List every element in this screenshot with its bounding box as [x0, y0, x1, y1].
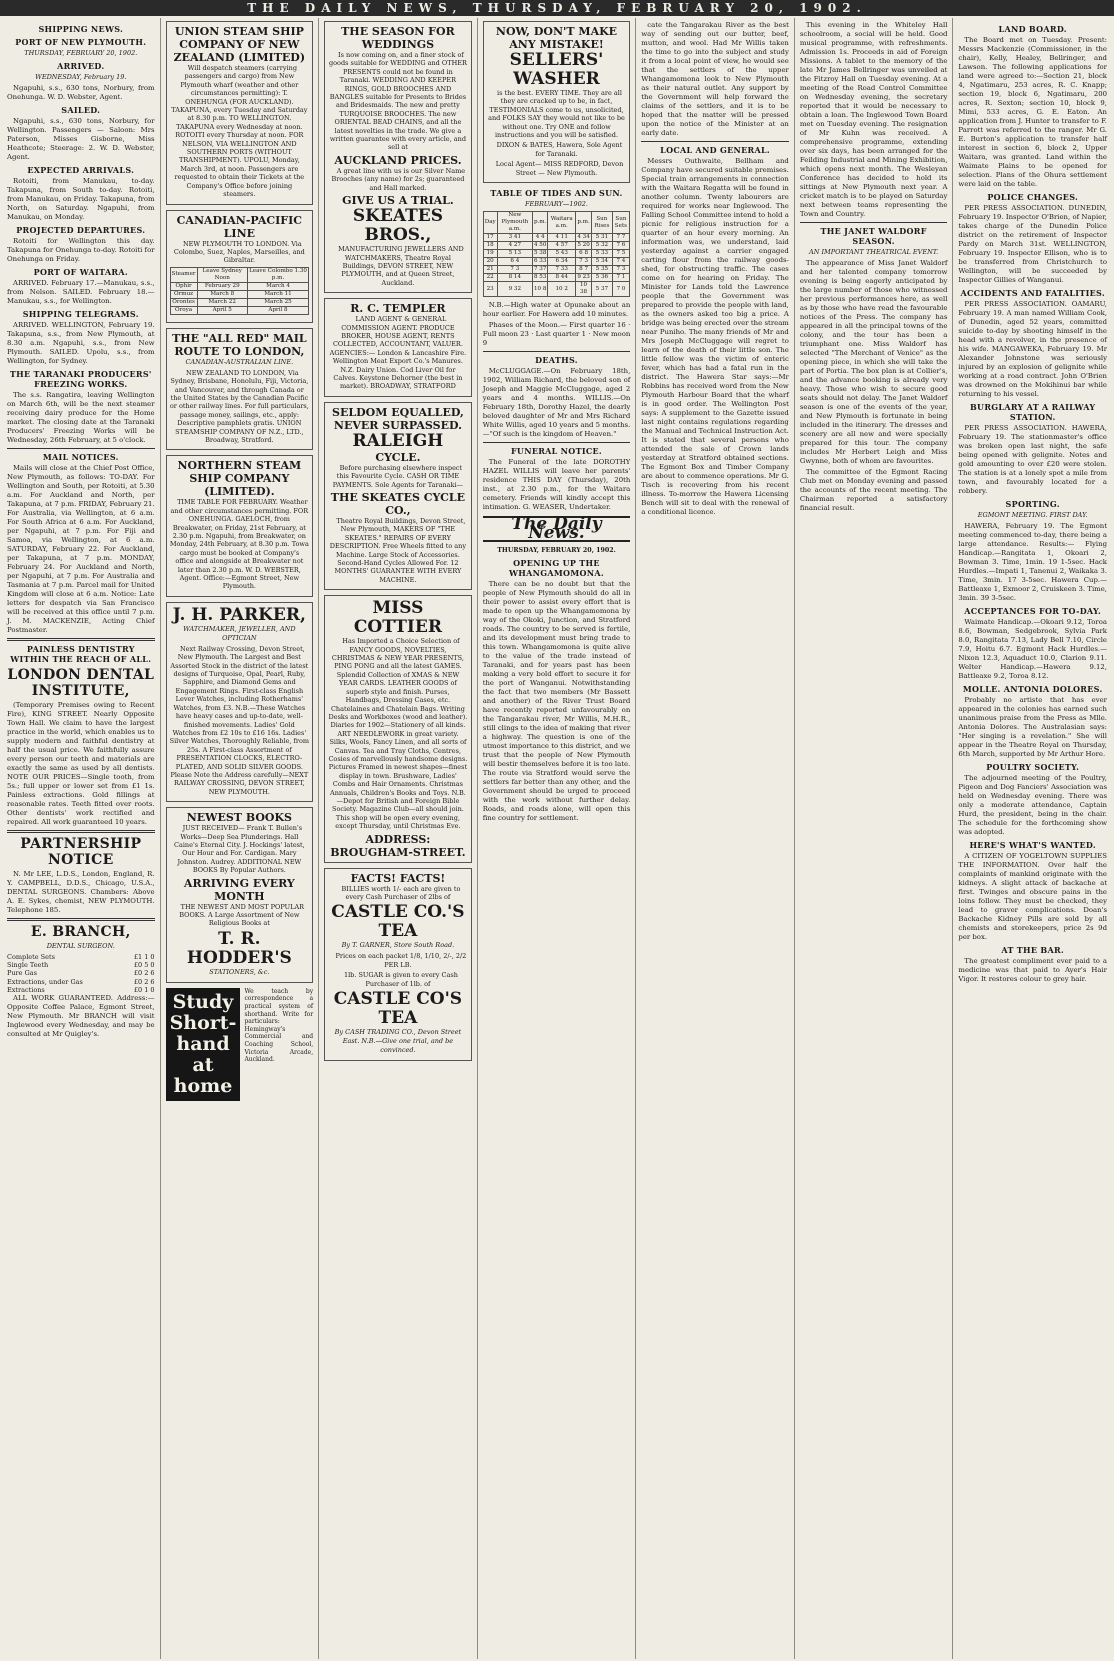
weddings-text: Is now coming on, and a finer stock of goods suitable for WEDDING and OTHER PRESENTS could not be found in Taranaki. WEDDING AND KEEPER RINGS, GOLD BROOCHES AND BANGLES suitable for Presents to Brides and Bridesmaids. The new and pretty TURQUOISE BROOCHES. The new ORIENTAL BEAD CHAINS, and all the latest novelties in the trade. We give a written guarantee with every article, and sell at	[328, 51, 467, 152]
branch-subheading: DENTAL SURGEON.	[46, 942, 115, 950]
expected-heading: EXPECTED ARRIVALS.	[27, 165, 135, 175]
hodder-subheading: STATIONERS, &c.	[209, 967, 270, 976]
tides-table	[483, 211, 631, 297]
molle-text: Probably no artiste that has ever appeared in the colonies has earned such unanimous praise from the Press as Mlle. Antonia Dolores. The Australasian says: "Her singing is a revelation." She will appear in the Theatre Royal on Thursday, 6th March, supported by Mr Arthur Hore.	[958, 696, 1107, 758]
column-3	[319, 18, 478, 1659]
waitara-heading: PORT OF WAITARA.	[33, 267, 128, 277]
books-ad	[166, 807, 314, 983]
land-board-heading: LAND BOARD.	[998, 24, 1067, 34]
parker-ad	[166, 602, 314, 802]
editorial-text: There can be no doubt but that the people of New Plymouth should do all in their power to assist every effort that is made to open up the Whangamomona by way of the Okoki, Junction, and Stratford roads. The country to be served is fertile, and its development must bring trade to this town. Whangamomona is quite alive to the value of the trade instead of Taranaki, and for years past has been making a very bold effort to secure it for the port of Wanganui. Notwithstanding the fact that two members (Mr Bassett and another) of the River Trust Board have recently reported unfavourably on the Tangarakau river, Mr Willis, M.H.R., still clings to the idea of making that river a highway. The question is one of the utmost importance to this district, and we trust that the people of New Plymouth will bestir themselves before it is too late. The route via Stratford would serve the settlers far better than any other, and the Government should be urged to proceed with the work without further delay. Roads, and roads alone, will open this fine country for settlement.	[482, 580, 631, 823]
table-row: 19 5 13 5 38 5 43 6 8 5 33 7 5	[483, 250, 630, 258]
hodder-heading: T. R. HODDER'S	[186, 928, 292, 968]
mistake-heading: NOW, DON'T MAKE ANY MISTAKE!	[495, 25, 618, 51]
raleigh-heading: RALEIGH	[352, 430, 444, 451]
sailed-text: Ngapuhi, s.s., 630 tons, Norbury, for Wellington. Passengers — Saloon: Mrs Paterson, Misses Gisborne, Miss Heathcote; Steerage: 2. W. D. Webster, Agent.	[7, 117, 155, 161]
price-row: Single Teeth £0 5 0	[7, 961, 155, 970]
column-6	[795, 18, 954, 1659]
waldorf-heading: THE JANET WALDORF SEASON.	[820, 226, 927, 246]
sailed-heading: SAILED.	[61, 105, 101, 115]
arriving-text: THE NEWEST AND MOST POPULAR BOOKS. A Large Assortment of New Religious Books at	[179, 902, 305, 928]
arrived-text: Ngapuhi, s.s., 630 tons, Norbury, from Onehunga. W. D. Webster, Agent.	[7, 84, 155, 101]
auckland-prices: AUCKLAND PRICES.	[334, 153, 462, 167]
northern-steamship-ad	[166, 455, 314, 596]
local-general-heading: LOCAL AND GENERAL.	[660, 145, 770, 155]
column-4	[478, 18, 637, 1659]
table-row: 18 4 27 4 50 4 57 5 20 5 32 7 6	[483, 242, 630, 250]
allred-text: NEW ZEALAND TO LONDON, Via Sydney, Brisbane, Honolulu, Fiji, Victoria, and Vancouver, and through Canada or the United States by the Canadian Pacific or other railway lines. For full particulars, passage money, sailings, etc., apply: Descriptive pamphlets gratis. UNION STEAMSHIP COMPANY OF N.Z., LTD., Broadway, Stratford.	[169, 368, 309, 444]
prices-line: Prices on each packet 1/8, 1/10, 2/-, 2/2 PER LB.	[335, 952, 467, 969]
union-steamship-ad	[166, 21, 314, 205]
divider	[483, 442, 631, 443]
projected-heading: PROJECTED DEPARTURES.	[16, 225, 146, 235]
table-row: Ormuz March 8 March 11	[170, 290, 309, 298]
table-row: 20 6 4 6 33 6 34 7 3 5 34 7 4	[483, 258, 630, 266]
burglary-heading: BURGLARY AT A RAILWAY STATION.	[969, 402, 1096, 422]
parker-heading: J. H. PARKER,	[172, 604, 306, 625]
column-7	[953, 18, 1112, 1659]
sailing-table	[170, 267, 310, 315]
table-row: 21 7 3 7 37 7 33 8 7 5 35 7 3	[483, 266, 630, 274]
table-row: Ophir February 29 March 4	[170, 282, 309, 290]
cottier-address: ADDRESS: BROUGHAM-STREET.	[330, 832, 466, 859]
table-row: Orontes March 22 March 25	[170, 298, 309, 306]
divider	[7, 918, 155, 921]
newspaper-page	[2, 18, 1112, 1659]
sellers-heading: SELLERS' WASHER	[509, 50, 604, 89]
union-text: Will despatch steamers (carrying passengers and cargo) from New Plymouth wharf (weather and other circumstances permitting): T. ONEHUNGA (FOR AUCKLAND). TAKAPUNA, every Tuesday and Saturday at 8.30 p.m. TO WELLINGTON. TAKAPUNA every Wednesday at noon. ROTOITI every Thursday at noon. FOR NELSON, VIA WELLINGTON AND SOUTHERN PORTS (WITHOUT TRANSHIPMENT). UPOLU, Monday, March 3rd, at noon. Passengers are requested to obtain their Tickets at the Company's Office before joining steamers.	[171, 64, 308, 199]
accidents-heading: ACCIDENTS AND FATALITIES.	[960, 288, 1105, 298]
northern-text: TIME TABLE FOR FEBRUARY. Weather and other circumstances permitting. FOR ONEHUNGA. GAELOCH, from Breakwater, on Friday, 21st February, at 2.30 p.m. Ngapuhi, from Breakwater, on Monday, 24th February, at 8.30 p.m. Towa cargo must be booked at Company's office and alongside at Breakwater not later than 2.30 p.m. W. D. WEBSTER, Agent. Office:—Egmont Street, New Plymouth.	[169, 498, 309, 591]
bar-text: The greatest compliment ever paid to a medicine was that paid to Ayer's Hair Vigor. It restores colour to grey hair.	[958, 957, 1107, 983]
branch-note: ALL WORK GUARANTEED. Address:—Opposite Coffee Palace, Egmont Street, New Plymouth. Mr BRANCH will visit Inglewood every Wednesday, and may be consulted at Mr Quigley's.	[7, 994, 155, 1039]
projected-text: Rotoiti for Wellington this day. Takapuna for Onehunga to-day. Rotoiti for Onehunga on Friday.	[7, 237, 155, 263]
skeates-text: MANUFACTURING JEWELLERS AND WATCHMAKERS, Theatre Royal Buildings, DEVON STREET, NEW PLYMOUTH, and at Queen Street, Auckland.	[338, 245, 464, 287]
seldom-heading: SELDOM EQUALLED, NEVER SURPASSED.	[332, 405, 464, 432]
expected-text: Rotoiti, from Manukau, to-day. Takapuna, from South to-day. Rotoiti, from Manukau, on Friday. Takapuna, from North, on Saturday. Ngapuhi, from Manukau, on Monday.	[7, 177, 155, 221]
tides-heading: TABLE OF TIDES AND SUN.	[490, 188, 623, 199]
dixon-text: DIXON & BATES, Hawera, Sole Agent for Taranaki.	[496, 141, 623, 158]
acceptances-text: Waimate Handicap.—Okoari 9.12, Toroa 8.6, Bowman, Sedgebrook, Sylvia Park 8.0, Rangitata 7.13, Lady Bell 7.10, Circle 7.9, Hoitu 6.7. Egmont Hack Hurdles.—Nixon 12.3, Aquaduct 10.0, Clarion 9.11. Welter Handicap.—Hawera 9.12, Battleaxe 9.2, Toroa 8.12.	[958, 618, 1107, 680]
all-red-ad	[166, 328, 314, 451]
producers-text: The s.s. Rangatira, leaving Wellington on March 6th, will be the next steamer receiving dairy produce for the Home market. The closing date at the Taranaki Producers' Freezing Works will be Wednesday, 26th February, at 5 o'clock.	[7, 391, 155, 444]
allred-heading: THE "ALL RED" MAIL ROUTE TO LONDON,	[172, 331, 307, 358]
trial-heading: GIVE US A TRIAL.	[342, 194, 454, 208]
moon-phases: Phases of the Moon.— First quarter 16 · Full moon 23 · Last quarter 1 · New moon 9	[482, 321, 631, 348]
skeates-cycle-heading: THE SKEATES CYCLE CO.,	[330, 491, 466, 517]
price-row: Complete Sets £1 1 0	[7, 953, 155, 961]
skeates-cycle-text: Theatre Royal Buildings, Devon Street, New Plymouth, MAKERS OF "THE SKEATES." REPAIRS OF EVERY DESCRIPTION. Free Wheels fitted to any Machine. Large Stock of Accessories. Second-Hand Cycles Allowed For. 12 MONTHS' GUARANTEE WITH EVERY MACHINE.	[329, 517, 467, 584]
masthead: THE DAILY NEWS, THURSDAY, FEBRUARY 20, 1902.	[0, 0, 1114, 16]
table-row: Oroya April 5 April 8	[170, 306, 309, 314]
books-heading: NEWEST BOOKS	[186, 811, 292, 825]
cottier-ad	[324, 595, 472, 862]
accidents-text: PER PRESS ASSOCIATION. OAMARU, February 19. A man named William Cook, of Dunedin, aged 52 years, committed suicide to-day by shooting himself in the head with a revolver, in the presence of his wife. MANGAWEKA, February 19. Mr Alexander Johnstone was seriously injured by an explosion of gelignite while working at a road contract. John O'Brien was drowned on the Mokihinui bar while returning to his vessel.	[958, 300, 1107, 398]
racing-club-text: The committee of the Egmont Racing Club met on Monday evening and passed the accounts of the recent meeting. The Chairman reported a satisfactory financial result.	[799, 468, 948, 512]
divider	[7, 638, 155, 641]
sporting-text: HAWERA, February 19. The Egmont meeting commenced to-day, there being a large attendance. Results:— Flying Handicap.—Rangitata 1, Okoari 2, Bowman 3. Time, 1min. 19 1-5sec. Hack Hurdles.—Impati 1, Tanenui 2, Waikaka 3. Time, 3min. 17 3-5sec. Hawera Cup.—Battleaxe 1, Exmoor 2, Cruiskeen 3. Time, 3min. 39 3-5sec.	[958, 522, 1107, 602]
divider	[641, 141, 789, 142]
sugar-text: 1lb. SUGAR is given to every Cash Purchaser of 1lb. of	[343, 971, 458, 988]
table-row: 23 9 32 10 8 10 2 10 38 5 37 7 0	[483, 282, 630, 297]
london-dental-text: (Temporary Premises owing to Recent Fire), KING STREET. Nearly Opposite Town Hall. We claim to have the largest practice in the world, which enables us to supply modern and faithful dentistry at half the usual price. We faithfully assure every person our teeth and materials are exactly the same as used by all dentists. NOTE OUR PRICES—Single tooth, from 5s.; full upper or lower set from £1 1s. Painless extractions. Gold fillings at reasonable rates. Teeth fitted over roots. Other dentists' work rectified and repaired. All work guaranteed 10 years.	[7, 701, 155, 826]
police-heading: POLICE CHANGES.	[987, 192, 1079, 202]
waldorf-text: The appearance of Miss Janet Waldorf and her talented company tomorrow evening is being eagerly anticipated by the large number of those who witnessed her previous performances here, as well as by those who have read the favourable notices of the Press. The company has appeared in all the principal towns of the colony, and the tour has been a triumphant one. Miss Waldorf has selected "The Merchant of Venice" as the opening piece, in which she will take the part of Portia. The box plan is at Collier's, and the advance booking is already very heavy. Those who wish to secure good seats should not delay. The Janet Waldorf season is one of the events of the year, and New Plymouth is fortunate in being included in the itinerary. The dresses and scenery are all new and were specially prepared for this tour. The company includes Mr Herbert Leigh and Miss Gwynne, both of whom are favourites.	[799, 259, 948, 465]
bar-heading: AT THE BAR.	[1001, 945, 1064, 955]
cottier-heading: MISS COTTIER	[353, 598, 442, 638]
templer-text: LAND AGENT & GENERAL COMMISSION AGENT. PRODUCE BROKER, HOUSE AGENT, RENTS COLLECTED, ACCOUNTANT, VALUER. AGENCIES:— London & Lancashire Fire. Wellington Meat Export Co.'s Manures. N.Z. Dairy Union. Cod Liver Oil for Calves. Keystone Dehorner (the best in market). BROADWAY, STRATFORD	[329, 315, 467, 391]
facts-text: BILLIES worth 1/- each are given to every Cash Purchaser of 2lbs of	[341, 884, 461, 901]
castle-subheading-2: By CASH TRADING CO., Devon Street East. N.B.—Give one trial, and be convinced.	[334, 1028, 462, 1055]
shorthand-text: We teach by correspondence a practical system of shorthand. Write for particulars: Hemingway's Commercial and Coaching School, Victoria Arcade, Auckland.	[244, 987, 314, 1064]
dateline: THURSDAY, FEBRUARY 20, 1902.	[497, 547, 616, 555]
table-row: 22 8 14 8 53 8 44 9 23 5 36 7 1	[483, 274, 630, 282]
raleigh-text: Before purchasing elsewhere inspect this Favourite Cycle. CASH OR TIME PAYMENTS. Sole Agents for Taranaki—	[332, 463, 464, 489]
mail-text: Mails will close at the Chief Post Office, New Plymouth, as follows: TO-DAY. For Wellington and South, per Rotoiti, at 5.30 a.m. For Auckland and North, per Takapuna, at 7 p.m. FRIDAY, February 21. For Australia, via Wellington, at 6 a.m. For South Africa at 6 a.m. For Auckland, per Ngapuhi, at 7 p.m. For Fiji and Samoa, via Wellington, at 6 a.m. SATURDAY, February 22. For Auckland, per Takapuna, at 7 p.m. MONDAY, February 24. For Auckland and North, per Ngapuhi, at 7 p.m. For Australia and Tasmania at 7 p.m. Parcel mail for United Kingdom will close at 6 a.m. Notice: Late letters for despatch via San Francisco will be received at this office until 7 p.m. J. M. MACKENZIE, Acting Chief Postmaster.	[7, 464, 155, 634]
shorthand-banner: Study Short-hand at home	[166, 988, 241, 1101]
editorial-continued: cate the Tangarakau River as the best way of sending out our butter, beef, mutton, and wool. Had Mr Willis taken the time to go into the subject and study it from a local point of view, he would see that the settlers of the upper Whangamomona look to New Plymouth as their natural outlet. Any support by the Government will help forward the claims of the settlers, and it is to be hoped that the matter will be pressed upon the notice of the Minister at an early date.	[641, 21, 789, 137]
waldorf-subheading: AN IMPORTANT THEATRICAL EVENT.	[809, 248, 939, 256]
parker-subheading: WATCHMAKER, JEWELLER, AND OPTICIAN	[183, 624, 296, 642]
pacific-heading: CANADIAN-PACIFIC LINE	[176, 213, 303, 240]
mail-heading: MAIL NOTICES.	[42, 452, 119, 462]
castle-heading: CASTLE CO.'S TEA	[331, 902, 465, 942]
divider	[7, 448, 155, 449]
wanted-heading: HERE'S WHAT'S WANTED.	[969, 840, 1096, 850]
raleigh-ad	[324, 402, 472, 590]
london-dental-heading: LONDON DENTAL INSTITUTE,	[7, 667, 155, 699]
partnership-text: N. Mr LEE, L.D.S., London, England, R. Y. CAMPBELL, D.D.S., Chicago, U.S.A., DENTAL SURGEONS. Chambers: Above A. E. Sykes, chemist, NEW PLYMOUTH. Telephone 185.	[7, 870, 155, 914]
column-5	[636, 18, 795, 1659]
sellers-text: is the best. EVERY TIME. They are all they are cracked up to be, in fact, TESTIMONIALS come to us, unsolicited, and FOLKS SAY they would not like to be without one. Try ONE and follow instructions and you will be satisfied.	[488, 89, 625, 140]
castle-heading-2: CASTLE CO'S TEA	[333, 989, 463, 1029]
newspaper-logo: The Daily News.	[483, 516, 631, 542]
poultry-text: The adjourned meeting of the Poultry, Pigeon and Dog Fanciers' Association was held on Wednesday evening. There was only a moderate attendance, Captain Hurd, the president, being in the chair. The schedule for the forthcoming show was adopted.	[958, 774, 1107, 836]
local-news-text: This evening in the Whiteley Hall schoolroom, a social will be held. Good musical programme, with refreshments. Admission 1s. Proceeds in aid of Foreign Missions. A tablet to the memory of the late Mr James Bellringer was unveiled at the Fitzroy Hall on Tuesday evening. At a meeting of the Road Control Committee on Wednesday evening, the secretary reported that it would be necessary to obtain a loan. The Inglewood Town Board met on Tuesday evening. The resignation of Mr Kuhn was received. A comprehensive programme, extending over six days, has been arranged for the Feilding Industrial and Mining Exhibition, which opens next month. The Wesleyan Conference has decided to hold its sittings at New Plymouth next year. A cricket match is to be played on Saturday next between teams representing the Town and Country.	[799, 21, 948, 218]
shorthand-ad	[166, 988, 314, 1101]
sporting-heading: SPORTING.	[1005, 499, 1060, 509]
union-heading: UNION STEAM SHIP COMPANY OF NEW ZEALAND (LIMITED)	[173, 25, 306, 64]
molle-heading: MOLLE. ANTONIA DOLORES.	[962, 684, 1103, 694]
templer-ad	[324, 298, 472, 397]
canadian-pacific-ad	[166, 210, 314, 323]
arrived-heading: ARRIVED.	[57, 61, 105, 71]
arriving-heading: ARRIVING EVERY MONTH	[183, 876, 295, 903]
divider	[483, 351, 631, 352]
redford-text: Local Agent— MISS REDFORD, Devon Street — New Plymouth.	[495, 160, 624, 177]
divider	[7, 830, 155, 833]
deaths-text: McCLUGGAGE.—On February 18th, 1902, William Richard, the beloved son of Joseph and Maggie McCluggage, aged 2 years and 4 months. WILLIS.—On February 18th, Dorothy Hazel, the dearly beloved daughter of Mr and Mrs Richard White Willis, aged 10 years and 5 months.—"Of such is the kingdom of Heaven."	[482, 367, 631, 439]
northern-heading: NORTHERN STEAM SHIP COMPANY (LIMITED).	[177, 459, 302, 499]
arrived-date: WEDNESDAY, February 19.	[35, 73, 127, 81]
facts-heading: FACTS! FACTS!	[350, 871, 446, 885]
waitara-text: ARRIVED. February 17.—Manukau, s.s., from Nelson. SAILED. February 18.—Manukau, s.s., for Wellington.	[7, 279, 155, 305]
sellers-washer-ad	[483, 21, 631, 183]
acceptances-heading: ACCEPTANCES FOR TO-DAY.	[964, 606, 1102, 616]
table-header-row: Day New Plymouth a.m. p.m. Waitara a.m. p.m. Sun Rises Sun Sets	[483, 212, 630, 234]
column-2	[161, 18, 320, 1659]
parker-text: Next Railway Crossing, Devon Street, New Plymouth. The Largest and Best Assorted Stock in the district of the latest designs of Turquoise, Opal, Pearl, Ruby, Sapphire, and Diamond Gems and Engagement Rings. First-class English Lever Watches, including Rotherhams' Watches, from £3. N.B.—These Watches have heavy cases and up-to-date, well-finished movements. Ladies' Gold Watches from £2 10s to £16 16s. Ladies' Silver Watches, Thoroughly Reliable, from 25s. A First-class Assortment of PRESENTATION CLOCKS, ELECTRO-PLATED, AND SOLID SILVER GOODS. Please Note the Address carefully—NEXT RAILWAY CROSSING, DEVON STREET, NEW PLYMOUTH.	[169, 644, 310, 796]
branch-heading: E. BRANCH,	[30, 924, 131, 940]
sporting-subheading: EGMONT MEETING. FIRST DAY.	[977, 511, 1088, 519]
tides-note: N.B.—High water at Opunake about an hour earlier. For Hawera add 10 minutes.	[482, 301, 631, 319]
price-row: Extractions £0 1 0	[7, 985, 155, 994]
skeates-heading: SKEATES BROS.,	[352, 206, 443, 246]
land-board-text: The Board met on Tuesday. Present: Messrs Mackenzie (Commissioner, in the chair), Kelly, Healey, Bellringer, and Lawson. The following applications for land were agreed to:—Section 21, block 4, Ngatimaru, 253 acres, R. C. Knapp; section 19, block 6, Ngatimaru, 200 acres, R. Sexton; section 10, block 9, Mimi, 533 acres, G. E. Eaton. An application from J. Hunter to transfer to F. Parrott was referred to the ranger. Mr G. E. Burton's application to transfer half interest in section 6, block 2, Upper Waitara, was granted. Land within the Waimate Plains to be opened for selection. Plans of the Ohura settlement were laid on the table.	[958, 36, 1107, 188]
books-text: JUST RECEIVED— Frank T. Bullen's Works—Deep Sea Plunderings. Hall Caine's Eternal City. J. Hockings' latest, Our Hour and For. Cardigan. Mary Johnston. Audrey. ADDITIONAL NEW BOOKS By Popular Authors.	[173, 824, 305, 875]
deaths-heading: DEATHS.	[535, 355, 578, 366]
castle-tea-ad	[324, 868, 472, 1061]
shipping-heading: SHIPPING NEWS.	[38, 24, 124, 34]
burglary-text: PER PRESS ASSOCIATION. HAWERA, February 19. The stationmaster's office was broken open last night, the safe being opened with gelignite. Notes and gold amounting to over £20 were stolen. The station is at a lonely spot a mile from town, and favourably located for a robbery.	[958, 424, 1107, 495]
cottier-text: Has Imported a Choice Selection of FANCY GOODS, NOVELTIES, CHRISTMAS & NEW YEAR PRESENTS, PING PONG and all the latest GAMES. Splendid Collection of XMAS & NEW YEAR CARDS. LEATHER GOODS of superb style and finish. Purses, Handbags, Dressing Cases, etc. Chatelaines and Chatelain Bags. Writing Desks and Workboxes (wood and leather). Diaries for 1902—Stationery of all kinds. ART NEEDLEWORK in great variety. Silks, Wools, Fancy Linen, and all sorts of Canvas. Tea and Tray Cloths, Centres, Cosies of marvellously handsome designs. Pictures Framed in newest shapes—finest display in town. Brushware, Ladies' Combs and Hair Ornaments. Christmas Annuals, Children's Books and Toys. N.B.—Depot for British and Foreign Bible Society. Magazine Club—all should join. This shop will be open every evening, except Thursday, until Christmas Eve.	[328, 637, 468, 831]
producers-heading: THE TARANAKI PRODUCERS' FREEZING WORKS.	[9, 369, 152, 389]
funeral-text: The Funeral of the late DOROTHY HAZEL WILLIS will leave her parents' residence THIS DAY (Thursday), 20th inst., at 2.30 p.m., for the Waitara cemetery. Friends will kindly accept this intimation. G. WEASER, Undertaker.	[482, 458, 631, 512]
weddings-ad	[324, 21, 472, 293]
price-row: Extractions, under Gas £0 2 6	[7, 977, 155, 986]
wanted-text: A CITIZEN OF YOGELTOWN SUPPLIES THE INFORMATION. Over half the complaints of mankind originate with the kidneys. A slight attack of backache at first. Twinges and obscure pains in the loins follow. They must be checked, they lead to graver complications. Doan's Backache Kidney Pills are sold by all chemists and storekeepers, price 2s 9d per box.	[958, 852, 1107, 941]
editorial-heading: OPENING UP THE WHANGAMOMONA.	[509, 558, 604, 579]
allred-subheading: CANADIAN-AUSTRALIAN LINE.	[185, 357, 294, 366]
table-row: 17 3 41 4 4 4 11 4 34 5 31 7 7	[483, 234, 630, 242]
divider	[800, 222, 948, 223]
castle-subheading: By T. GARNER, Store South Road.	[341, 941, 455, 950]
column-1	[2, 18, 161, 1659]
port-date: THURSDAY, FEBRUARY 20, 1902.	[24, 49, 138, 57]
funeral-heading: FUNERAL NOTICE.	[510, 446, 603, 457]
gold-text: A great line with us is our Silver Name Brooches (any name) for 2s; guaranteed and Hall marked.	[331, 166, 466, 192]
branch-price-list	[7, 953, 155, 994]
local-general-text: Messrs Outhwaite, Bellham and Company have secured suitable premises. Special train arrangements in connection with the Waitara Regatta will be found in another column. Twenty labourers are required for works near Inglewood. The Falling School Committee intend to hold a picnic for religious instruction for a quarter of an hour every morning. An information was, we understand, laid yesterday against a carrier engaged carting flour from the railway goods-shed, for obstructing traffic. The cases come on for hearing on Friday. The Minister for Lands told the Lawrence people that the Government was prepared to provide the people with land, as the owners asked too big a price. A bridge was being erected over the stream near Puniho. The many friends of Mr and Mrs Joseph McCluggage will regret to learn of the death of their little son. The little fellow was the victim of enteric fever, which has had a fatal run in the district. The Hawera Star says:—Mr Robbins has received word from the New Plymouth Harbour Board that the wharf is in good order. The Wellington Post says: A supplement to the Gazette issued last night contains regulations regarding the Manual and Technical Instruction Act. It is stated that several persons who attended the sale of Crown lands yesterday at Stratford obtained sections. The Egmont Box and Timber Company are about to commence operations. Mr G. Tisch is recovering from his recent illness. To-morrow the Hawera Licensing Bench will sit to deal with the renewal of a conditional licence.	[641, 157, 789, 516]
pacific-text: NEW PLYMOUTH TO LONDON. Via Colombo, Suez, Naples, Marseilles, and Gibraltar.	[173, 239, 305, 265]
templer-heading: R. C. TEMPLER	[350, 302, 446, 316]
raleigh-subheading: CYCLE.	[375, 450, 421, 464]
telegrams-heading: SHIPPING TELEGRAMS.	[22, 309, 139, 319]
telegrams-text: ARRIVED. WELLINGTON, February 19. Takapuna, s.s., from New Plymouth, at 8.30 a.m. Ngapuhi, s.s., from New Plymouth. SAILED. Upolu, s.s., from Wellington, for Sydney.	[7, 321, 155, 365]
police-text: PER PRESS ASSOCIATION. DUNEDIN, February 19. Inspector O'Brien, of Napier, takes charge of the Dunedin Police district on the retirement of Inspector Pardy on March 31st. WELLINGTON, February 19. Inspector Ellison, who is to be transferred from Christchurch to Wellington, will be succeeded by Inspector Gillies of Wanganui.	[958, 204, 1107, 284]
table-header-row: Steamer Leave Sydney Noon Leave Colombo 1.30 p.m.	[171, 267, 307, 281]
weddings-heading: THE SEASON FOR WEDDINGS	[341, 25, 455, 51]
port-heading: PORT OF NEW PLYMOUTH.	[15, 37, 147, 47]
price-row: Pure Gas £0 2 6	[7, 969, 155, 978]
partnership-heading: PARTNERSHIP NOTICE	[20, 836, 142, 868]
poultry-heading: POULTRY SOCIETY.	[986, 762, 1080, 772]
tides-subheading: FEBRUARY—1902.	[524, 200, 588, 209]
painless-heading: PAINLESS DENTISTRY WITHIN THE REACH OF ALL.	[10, 644, 152, 664]
